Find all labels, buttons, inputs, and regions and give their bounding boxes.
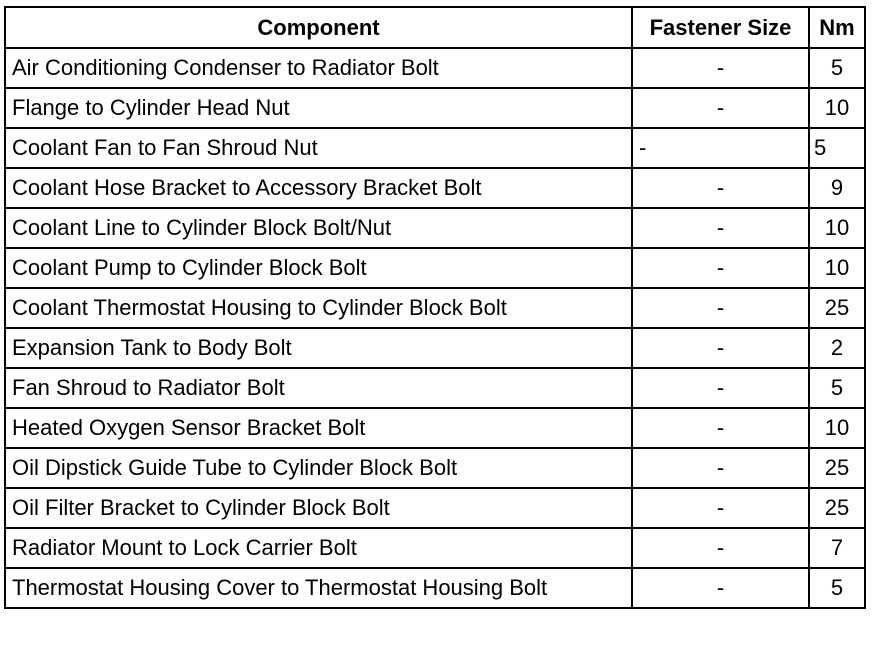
fastener-spec-table-container <box>4 6 866 609</box>
table-row <box>5 48 865 88</box>
cell-nm: 5 <box>809 568 865 608</box>
cell-nm: 25 <box>809 488 865 528</box>
table-row <box>5 88 865 128</box>
table-body <box>5 48 865 608</box>
header-component: Component <box>5 7 632 48</box>
cell-fastener-size: - <box>632 48 809 88</box>
cell-component: Coolant Hose Bracket to Accessory Bracket Bolt <box>5 168 632 208</box>
cell-fastener-size: - <box>632 448 809 488</box>
table-row <box>5 488 865 528</box>
table-header <box>5 7 865 48</box>
table-row <box>5 368 865 408</box>
cell-nm: 10 <box>809 208 865 248</box>
fastener-spec-table <box>4 6 866 609</box>
cell-nm: 5 <box>809 368 865 408</box>
cell-fastener-size: - <box>632 248 809 288</box>
header-row <box>5 7 865 48</box>
cell-fastener-size: - <box>632 568 809 608</box>
cell-fastener-size: - <box>632 408 809 448</box>
table-row <box>5 208 865 248</box>
cell-nm: 2 <box>809 328 865 368</box>
cell-component: Coolant Pump to Cylinder Block Bolt <box>5 248 632 288</box>
table-row <box>5 328 865 368</box>
table-row <box>5 528 865 568</box>
table-row <box>5 288 865 328</box>
cell-nm: 5 <box>809 128 865 168</box>
header-nm: Nm <box>809 7 865 48</box>
cell-fastener-size: - <box>632 288 809 328</box>
table-row <box>5 248 865 288</box>
table-row <box>5 408 865 448</box>
cell-component: Coolant Fan to Fan Shroud Nut <box>5 128 632 168</box>
cell-nm: 10 <box>809 248 865 288</box>
cell-component: Expansion Tank to Body Bolt <box>5 328 632 368</box>
cell-component: Flange to Cylinder Head Nut <box>5 88 632 128</box>
cell-component: Coolant Thermostat Housing to Cylinder Block Bolt <box>5 288 632 328</box>
cell-nm: 5 <box>809 48 865 88</box>
cell-fastener-size: - <box>632 368 809 408</box>
cell-fastener-size: - <box>632 128 809 168</box>
cell-fastener-size: - <box>632 528 809 568</box>
cell-nm: 25 <box>809 288 865 328</box>
cell-nm: 7 <box>809 528 865 568</box>
cell-component: Oil Dipstick Guide Tube to Cylinder Block Bolt <box>5 448 632 488</box>
cell-fastener-size: - <box>632 488 809 528</box>
cell-nm: 10 <box>809 88 865 128</box>
table-row <box>5 168 865 208</box>
cell-fastener-size: - <box>632 88 809 128</box>
cell-component: Radiator Mount to Lock Carrier Bolt <box>5 528 632 568</box>
cell-component: Thermostat Housing Cover to Thermostat Housing Bolt <box>5 568 632 608</box>
cell-component: Fan Shroud to Radiator Bolt <box>5 368 632 408</box>
cell-fastener-size: - <box>632 328 809 368</box>
cell-fastener-size: - <box>632 168 809 208</box>
cell-component: Heated Oxygen Sensor Bracket Bolt <box>5 408 632 448</box>
cell-component: Coolant Line to Cylinder Block Bolt/Nut <box>5 208 632 248</box>
cell-nm: 10 <box>809 408 865 448</box>
cell-component: Air Conditioning Condenser to Radiator Bolt <box>5 48 632 88</box>
table-row <box>5 568 865 608</box>
table-row <box>5 128 865 168</box>
cell-fastener-size: - <box>632 208 809 248</box>
cell-nm: 25 <box>809 448 865 488</box>
table-row <box>5 448 865 488</box>
cell-component: Oil Filter Bracket to Cylinder Block Bolt <box>5 488 632 528</box>
header-fastener-size: Fastener Size <box>632 7 809 48</box>
cell-nm: 9 <box>809 168 865 208</box>
